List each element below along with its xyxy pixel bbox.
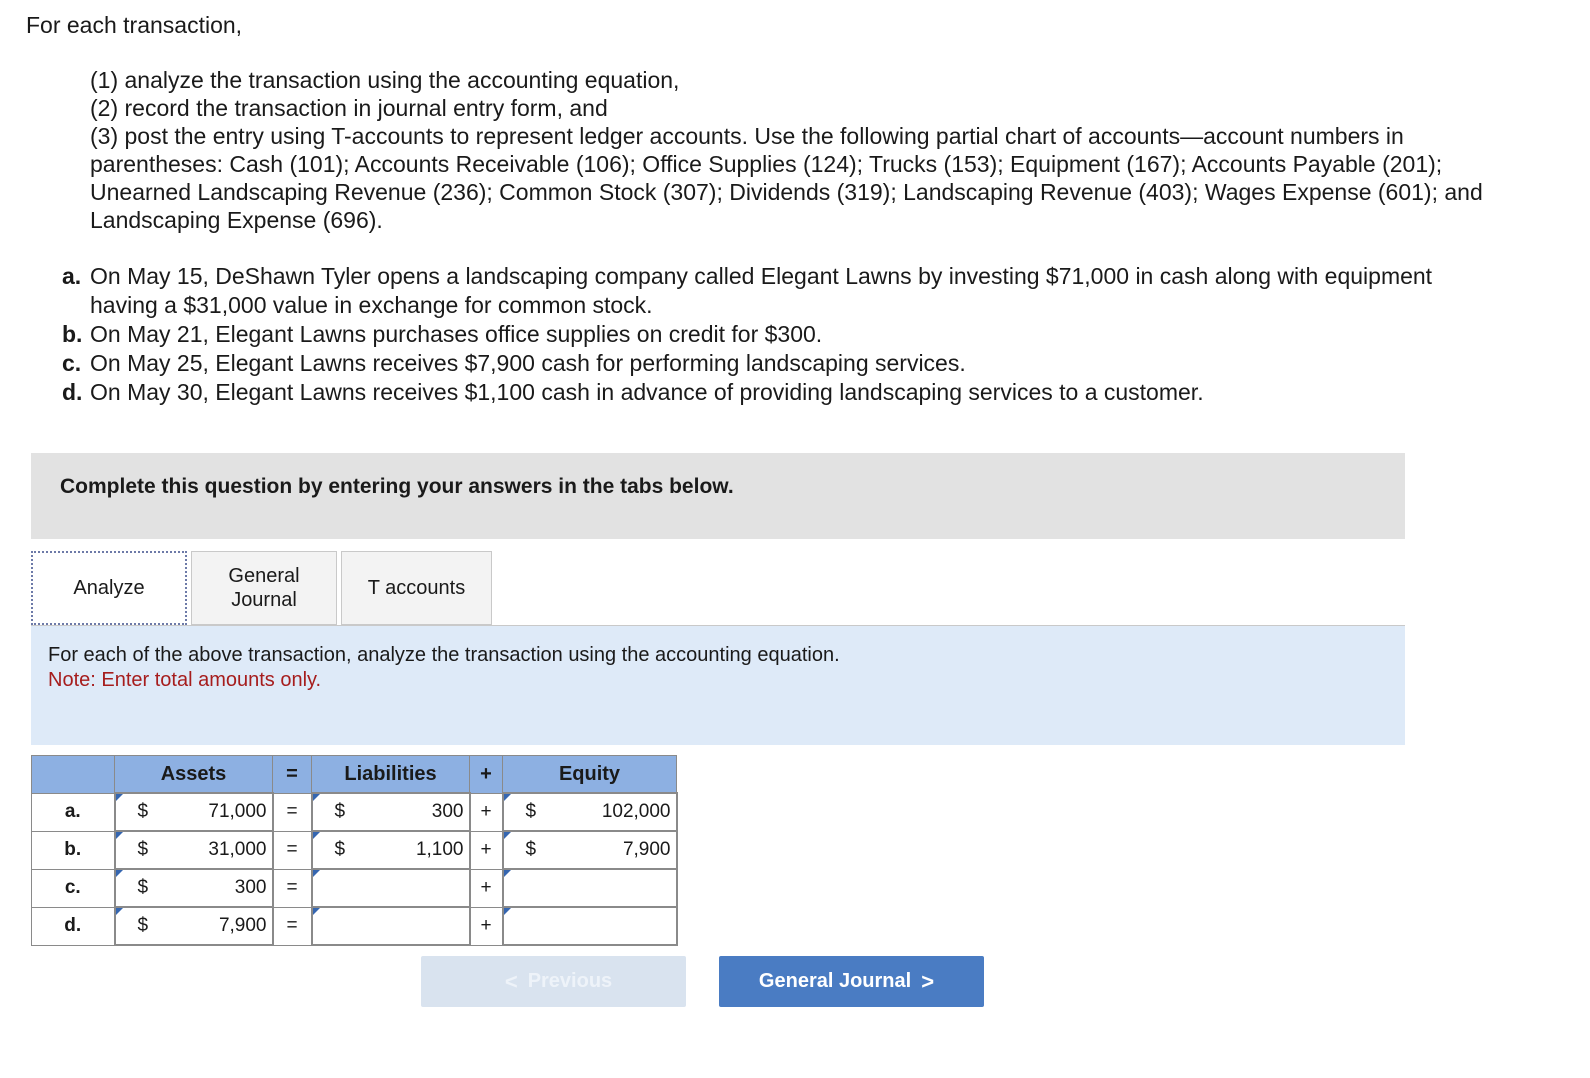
header-plus: + (470, 756, 503, 794)
equity-value: 7,900 (622, 839, 671, 860)
transaction-d (62, 378, 1482, 407)
assets-input[interactable] (115, 869, 273, 907)
table-row (32, 831, 677, 869)
instruction-panel (31, 626, 1405, 745)
header-blank (32, 756, 115, 794)
accounting-equation-table (31, 755, 678, 946)
plus-sign: + (470, 831, 503, 869)
assets-value: 71,000 (208, 801, 267, 822)
instruction-text: For each of the above transaction, analyze the transaction using the accounting equation. (48, 644, 840, 666)
transaction-label: c. (62, 350, 82, 376)
equals-sign: = (273, 831, 312, 869)
tab-t-accounts-label: T accounts (367, 577, 466, 599)
liabilities-value: 300 (431, 801, 464, 822)
chevron-right-icon: > (921, 968, 935, 994)
currency-symbol: $ (525, 801, 537, 822)
assets-value: 7,900 (218, 915, 267, 936)
previous-button[interactable] (421, 956, 686, 1007)
currency-symbol: $ (137, 877, 149, 898)
table-header-row (32, 756, 677, 794)
tab-analyze-label: Analyze (73, 577, 145, 599)
currency-symbol: $ (334, 801, 346, 822)
assets-input[interactable] (115, 907, 273, 945)
transaction-text: On May 15, DeShawn Tyler opens a landscaping company called Elegant Lawns by investing $71,000 in cash along with equipment having a $31,000 value in exchange for common stock. (90, 263, 1433, 318)
steps-list (90, 66, 1530, 234)
currency-symbol: $ (525, 839, 537, 860)
transaction-label: a. (62, 263, 82, 289)
row-label: b. (32, 831, 115, 869)
transaction-label: d. (62, 379, 83, 405)
instruction-banner (31, 453, 1405, 539)
currency-symbol: $ (137, 915, 149, 936)
step-2: (2) record the transaction in journal entry form, and (90, 95, 608, 121)
transaction-text: On May 21, Elegant Lawns purchases office supplies on credit for $300. (90, 321, 823, 347)
general-journal-next-button[interactable] (719, 956, 984, 1007)
equals-sign: = (273, 793, 312, 831)
header-equals: = (273, 756, 312, 794)
tab-t-accounts[interactable] (341, 551, 492, 625)
table-row (32, 907, 677, 945)
equity-input[interactable] (503, 907, 677, 945)
tab-general-journal-label-2: Journal (231, 589, 297, 611)
equity-input[interactable] (503, 831, 677, 869)
row-label: c. (32, 869, 115, 907)
assets-value: 300 (234, 877, 267, 898)
assets-value: 31,000 (208, 839, 267, 860)
equity-input[interactable] (503, 793, 677, 831)
liabilities-input[interactable] (312, 907, 470, 945)
transaction-a (62, 262, 1482, 320)
header-liabilities: Liabilities (312, 756, 470, 794)
banner-text: Complete this question by entering your answers in the tabs below. (60, 475, 734, 498)
row-label: a. (32, 793, 115, 831)
liabilities-input[interactable] (312, 793, 470, 831)
transaction-c (62, 349, 1482, 378)
transaction-b (62, 320, 1482, 349)
transaction-label: b. (62, 321, 83, 347)
currency-symbol: $ (334, 839, 346, 860)
equals-sign: = (273, 869, 312, 907)
previous-button-label: Previous (527, 970, 613, 992)
transaction-text: On May 25, Elegant Lawns receives $7,900 cash for performing landscaping services. (90, 350, 966, 376)
note-text: Note: Enter total amounts only. (48, 669, 322, 691)
equals-sign: = (273, 907, 312, 945)
header-assets: Assets (115, 756, 273, 794)
plus-sign: + (470, 793, 503, 831)
step-1: (1) analyze the transaction using the accounting equation, (90, 67, 680, 93)
equity-value: 102,000 (601, 801, 671, 822)
plus-sign: + (470, 869, 503, 907)
liabilities-input[interactable] (312, 831, 470, 869)
chevron-left-icon: < (504, 968, 518, 994)
intro-text: For each transaction, (26, 12, 243, 38)
next-button-label: General Journal (758, 970, 912, 992)
liabilities-value: 1,100 (415, 839, 464, 860)
tab-general-journal[interactable] (191, 551, 337, 625)
equity-input[interactable] (503, 869, 677, 907)
transactions-list (62, 262, 1482, 407)
tab-analyze[interactable] (31, 551, 187, 625)
tab-general-journal-label-1: General (228, 565, 300, 587)
assets-input[interactable] (115, 793, 273, 831)
step-3: (3) post the entry using T-accounts to represent ledger accounts. Use the following partial chart of accounts—account numbers in parentheses: Cash (101); Accounts Receivable (106); Office Supplies (124); Trucks (153); Equipment (167); Accounts Payable (201); Unearned Landscaping Revenue (236); Common Stock (307); Dividends (319); Landscaping Revenue (403); Wages Expense (601); and Landscaping Expense (696). (90, 123, 1483, 233)
row-label: d. (32, 907, 115, 945)
currency-symbol: $ (137, 839, 149, 860)
currency-symbol: $ (137, 801, 149, 822)
table-row (32, 869, 677, 907)
assets-input[interactable] (115, 831, 273, 869)
plus-sign: + (470, 907, 503, 945)
liabilities-input[interactable] (312, 869, 470, 907)
table-row (32, 793, 677, 831)
transaction-text: On May 30, Elegant Lawns receives $1,100 cash in advance of providing landscaping services to a customer. (90, 379, 1204, 405)
header-equity: Equity (503, 756, 677, 794)
